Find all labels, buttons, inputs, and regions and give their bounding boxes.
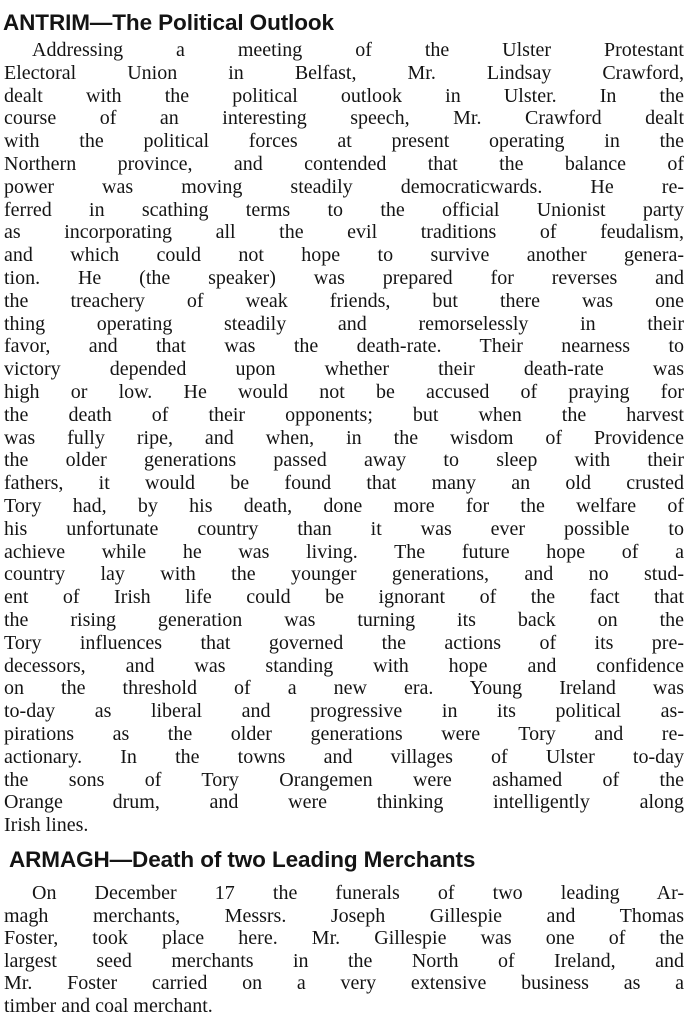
text-line: achieve while he was living. The future hope of a: [4, 540, 684, 563]
text-line: Tory influences that governed the actions of its pre-: [4, 631, 684, 654]
text-line: Orange drum, and were thinking intelligently along: [4, 791, 684, 814]
text-line: the treachery of weak friends, but there was one: [4, 289, 684, 312]
text-line: as incorporating all the evil traditions of feudalism,: [4, 221, 684, 244]
text-line: favor, and that was the death-rate. Their nearness to: [4, 335, 684, 358]
text-line: country lay with the younger generations, and no stud-: [4, 563, 684, 586]
text-line: thing operating steadily and remorselessly in their: [4, 312, 684, 335]
article-headline-antrim: ANTRIM—The Political Outlook: [3, 10, 334, 35]
text-line: pirations as the older generations were Tory and re-: [4, 722, 684, 745]
article-body-armagh: [4, 882, 684, 1016]
text-line: the sons of Tory Orangemen were ashamed of the: [4, 768, 684, 791]
text-line: the rising generation was turning its back on the: [4, 608, 684, 631]
article-body-antrim: [4, 39, 684, 837]
text-line: and which could not hope to survive another genera-: [4, 244, 684, 267]
text-line: Electoral Union in Belfast, Mr. Lindsay Crawford,: [4, 61, 684, 84]
text-line: Tory had, by his death, done more for the welfare of: [4, 494, 684, 517]
text-line: high or low. He would not be accused of praying for: [4, 380, 684, 403]
text-line: dealt with the political outlook in Ulster. In the: [4, 84, 684, 107]
text-line: decessors, and was standing with hope and confidence: [4, 654, 684, 677]
text-line: on the threshold of a new era. Young Ireland was: [4, 677, 684, 700]
text-line: victory depended upon whether their death-rate was: [4, 358, 684, 381]
text-line: fathers, it would be found that many an old crusted: [4, 472, 684, 495]
article-headline-armagh: ARMAGH—Death of two Leading Merchants: [9, 847, 476, 872]
text-line: his unfortunate country than it was ever possible to: [4, 517, 684, 540]
text-line: the older generations passed away to sleep with their: [4, 449, 684, 472]
text-line: power was moving steadily democraticwards. He re-: [4, 175, 684, 198]
text-line: Addressing a meeting of the Ulster Protestant: [32, 39, 684, 61]
text-line: tion. He (the speaker) was prepared for reverses and: [4, 266, 684, 289]
text-line: Foster, took place here. Mr. Gillespie was one of the: [4, 927, 684, 950]
text-line: Irish lines.: [4, 814, 89, 837]
text-line: with the political forces at present operating in the: [4, 130, 684, 153]
text-line: ferred in scathing terms to the official Unionist party: [4, 198, 684, 221]
text-line: timber and coal merchant.: [4, 994, 213, 1016]
text-line: the death of their opponents; but when the harvest: [4, 403, 684, 426]
text-line: Northern province, and contended that the balance of: [4, 152, 684, 175]
text-line: was fully ripe, and when, in the wisdom of Providence: [4, 426, 684, 449]
text-line: actionary. In the towns and villages of Ulster to-day: [4, 745, 684, 768]
text-line: ent of Irish life could be ignorant of the fact that: [4, 586, 684, 609]
text-line: largest seed merchants in the North of Ireland, and: [4, 949, 684, 972]
text-line: On December 17 the funerals of two leading Ar-: [32, 882, 684, 904]
text-line: magh merchants, Messrs. Joseph Gillespie and Thomas: [4, 904, 684, 927]
text-line: Mr. Foster carried on a very extensive business as a: [4, 972, 684, 995]
text-line: course of an interesting speech, Mr. Crawford dealt: [4, 107, 684, 130]
text-line: to-day as liberal and progressive in its political as-: [4, 700, 684, 723]
